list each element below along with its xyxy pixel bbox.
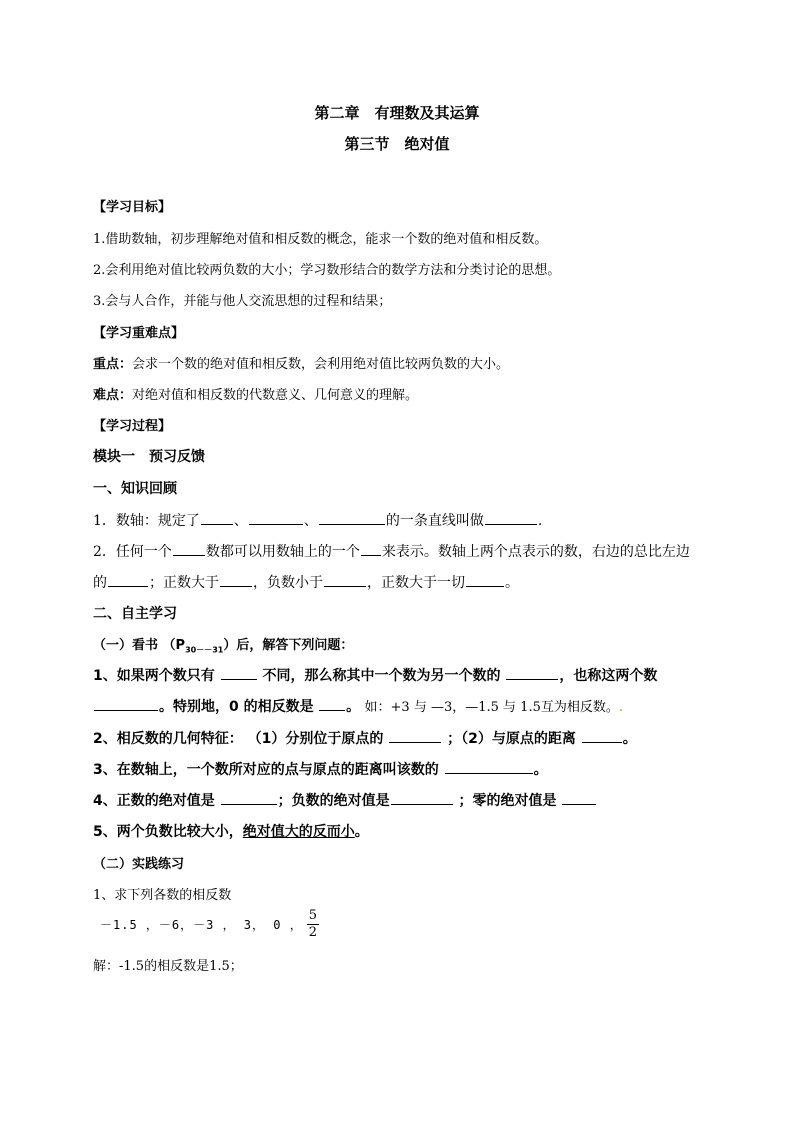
objectives-heading: 【学习目标】 xyxy=(93,200,172,215)
difficulty-line xyxy=(93,384,418,403)
q1-text: . xyxy=(537,513,543,529)
sub1-text: ）后，解答下列问题： xyxy=(223,638,354,653)
blank xyxy=(108,574,148,587)
blank xyxy=(249,512,303,525)
s2-text: （1）分别位于原点的 xyxy=(247,731,384,747)
q2-text: 。 xyxy=(505,575,519,591)
item-1-line1 xyxy=(93,665,657,685)
item-3 xyxy=(93,759,548,779)
q2-text: ；正数大于 xyxy=(149,575,219,591)
q2-text: ，负数小于 xyxy=(253,575,323,591)
section-title: 第三节 绝对值 xyxy=(344,135,450,153)
blank xyxy=(562,792,596,805)
solution-line: 解：-1.5的相反数是1.5； xyxy=(93,959,243,974)
s4-text: ；负数的绝对值是 xyxy=(277,793,390,809)
s5-text: 。 xyxy=(354,824,369,840)
blank xyxy=(319,512,385,525)
q2-text: 2．任何一个 xyxy=(93,544,172,560)
subsection-2: （二）实践练习 xyxy=(93,857,185,872)
example-text: 如：+3 与 —3，—1.5 与 1.5互为相反数。 xyxy=(364,700,619,715)
s1-text: 1、如果两个数只有 xyxy=(93,668,215,684)
blank xyxy=(221,667,257,680)
q1-text: 、 xyxy=(233,513,248,529)
s1-text: 。 xyxy=(346,699,361,715)
difficulty-label: 难点： xyxy=(93,388,133,403)
q1-text: 、 xyxy=(303,513,318,529)
item-2 xyxy=(93,728,637,748)
blank xyxy=(582,730,622,743)
objective-item: 1.借助数轴，初步理解绝对值和相反数的概念，能求一个数的绝对值和相反数。 xyxy=(93,232,548,247)
s5-text: 5、两个负数比较大小， xyxy=(93,824,243,840)
blank xyxy=(220,574,252,587)
s3-text: 3、在数轴上，一个数所对应的点与原点的距离叫该数的 xyxy=(93,762,439,778)
blank xyxy=(201,512,233,525)
question-2-line1 xyxy=(93,541,690,561)
item-1-line2: 。特别地，0 的相反数是 。 如：+3 与 —3，—1.5 与 1.5互为相反数。. xyxy=(93,696,623,716)
underlined-rule: 绝对值大的反而小 xyxy=(242,824,355,840)
blank xyxy=(173,543,205,556)
s2-text: 。 xyxy=(622,731,637,747)
exercise-1: 1、求下列各数的相反数 xyxy=(93,888,232,903)
chapter-title: 第二章 有理数及其运算 xyxy=(314,104,480,122)
question-2-line2 xyxy=(93,572,519,592)
part2-title: 二、自主学习 xyxy=(93,606,177,622)
key-points-heading: 【学习重难点】 xyxy=(93,326,185,341)
s4-text: 4、正数的绝对值是 xyxy=(93,793,215,809)
objective-item: 2.会利用绝对值比较两负数的大小；学习数形结合的数学方法和分类讨论的思想。 xyxy=(93,263,561,278)
fraction-numerator: 5 xyxy=(308,908,317,923)
blank xyxy=(319,698,345,711)
s3-text: 。 xyxy=(533,762,548,778)
item-4 xyxy=(93,790,597,810)
q2-text: 的 xyxy=(93,575,107,591)
numbers: －1.5 ，－6，－3 ， 3， 0 ， xyxy=(100,918,303,932)
part1-title: 一、知识回顾 xyxy=(93,481,177,497)
difficulty-text: 对绝对值和相反数的代数意义、几何意义的理解。 xyxy=(132,388,419,403)
q2-text: 来表示。数轴上两个点表示的数，右边的总比左边 xyxy=(381,544,690,560)
s1-text: 不同，那么称其中一个数为另一个数的 xyxy=(262,668,501,684)
q2-text: ，正数大于一切 xyxy=(367,575,465,591)
blank xyxy=(485,512,537,525)
sub1-text: （一）看书 （P xyxy=(93,638,186,653)
fraction-denominator: 2 xyxy=(308,925,317,940)
module-title: 模块一 预习反馈 xyxy=(93,449,205,465)
s2-text: ；（2）与原点的距离 xyxy=(447,731,576,747)
blank xyxy=(361,543,381,556)
blank xyxy=(391,792,453,805)
subsection-1 xyxy=(93,634,353,656)
blank xyxy=(389,730,441,743)
process-heading: 【学习过程】 xyxy=(93,419,172,434)
objective-item: 3.会与人合作，并能与他人交流思想的过程和结果； xyxy=(93,294,392,309)
q1-text: 的一条直线叫做 xyxy=(385,513,484,529)
item-5 xyxy=(93,821,369,841)
blank xyxy=(506,667,558,680)
q2-text: 数都可以用数轴上的一个 xyxy=(205,544,360,560)
blank xyxy=(94,698,158,711)
q1-text: 1．数轴：规定了 xyxy=(93,513,200,529)
blank xyxy=(324,574,366,587)
page-range: 30－－31 xyxy=(185,645,224,655)
focus-text: 会求一个数的绝对值和相反数，会利用绝对值比较两负数的大小。 xyxy=(132,357,510,372)
s1-text: 。特别地，0 的相反数是 xyxy=(159,699,314,715)
blank xyxy=(221,792,277,805)
question-1 xyxy=(93,510,542,530)
blank xyxy=(466,574,504,587)
focus-line xyxy=(93,353,509,372)
focus-label: 重点： xyxy=(93,357,133,372)
s1-text: ，也称这两个数 xyxy=(559,668,658,684)
s4-text: ；零的绝对值是 xyxy=(458,793,557,809)
s2-text: 2、相反数的几何特征： xyxy=(93,731,243,747)
fraction-five-halves xyxy=(307,908,319,941)
number-list xyxy=(100,908,319,941)
blank xyxy=(445,761,533,774)
